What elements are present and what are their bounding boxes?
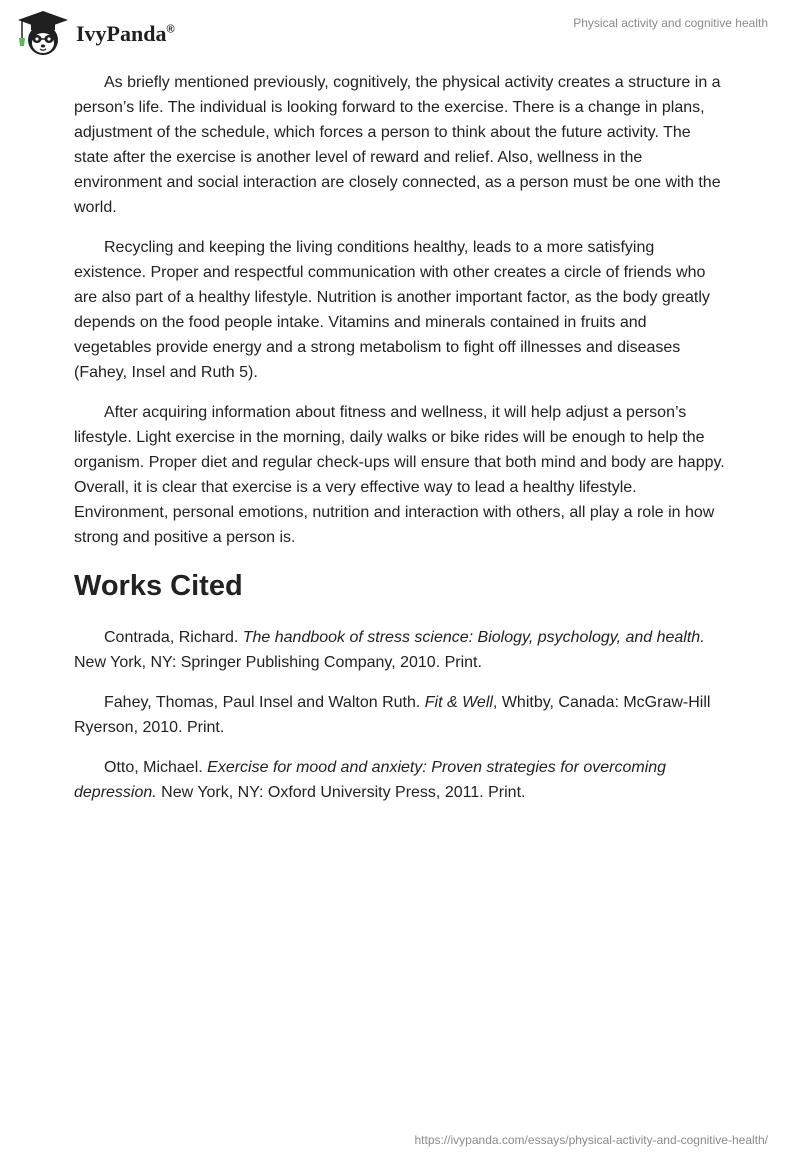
page-header <box>0 0 800 60</box>
citation-author: Contrada, Richard. <box>104 629 243 646</box>
works-cited-heading: Works Cited <box>74 570 243 602</box>
citation-title: The handbook of stress science: Biology, psychology, and health. <box>242 629 705 646</box>
body-paragraph-2: Recycling and keeping the living conditions healthy, leads to a more satisfying existence. Proper and respectful communication with other creates a circle of friends who are also part of a healthy lifestyle. Nutrition is another important factor, as the body greatly depends on the food people intake. Vitamins and minerals contained in fruits and vegetables provide energy and a strong metabolism to fight off illnesses and diseases (Fahey, Insel and Ruth 5). <box>74 239 710 381</box>
citation-publication: New York, NY: Oxford University Press, 2011. Print. <box>156 784 526 801</box>
citation-3 <box>74 755 726 805</box>
source-url[interactable]: https://ivypanda.com/essays/physical-activity-and-cognitive-health/ <box>414 1133 768 1147</box>
registered-mark: ® <box>166 23 175 36</box>
citation-publication: , Whitby, Canada: McGraw-Hill Ryerson, 2010. Print. <box>74 694 711 736</box>
panda-graduation-cap-icon <box>14 8 72 58</box>
citation-1 <box>74 625 726 675</box>
citation-title: Exercise for mood and anxiety: Proven strategies for overcoming depression. <box>74 759 667 801</box>
citation-author: Otto, Michael. <box>104 759 208 776</box>
citation-title: Fit & Well <box>424 694 493 711</box>
body-paragraph-3: After acquiring information about fitness and wellness, it will help adjust a person’s lifestyle. Light exercise in the morning, daily walks or bike rides will be enough to help the organism. Proper diet and regular check-ups will ensure that both mind and body are happy. Overall, it is clear that exercise is a very effective way to lead a healthy lifestyle. Environment, personal emotions, nutrition and interaction with others, all play a role in how strong and positive a person is. <box>74 404 725 546</box>
citation-author: Fahey, Thomas, Paul Insel and Walton Ruth. <box>104 694 425 711</box>
citation-2 <box>74 690 726 740</box>
ivypanda-logo[interactable] <box>14 8 175 58</box>
body-paragraph-1: As briefly mentioned previously, cognitively, the physical activity creates a structure in a person’s life. The individual is looking forward to the exercise. There is a change in plans, adjustment of the schedule, which forces a person to think about the future activity. The state after the exercise is another level of reward and relief. Also, wellness in the environment and social interaction are closely connected, as a person must be one with the world. <box>74 74 721 216</box>
essay-content <box>74 70 726 820</box>
citation-publication: New York, NY: Springer Publishing Company, 2010. Print. <box>74 654 482 671</box>
running-title: Physical activity and cognitive health <box>573 16 768 30</box>
brand-name: IvyPanda® <box>76 21 175 46</box>
